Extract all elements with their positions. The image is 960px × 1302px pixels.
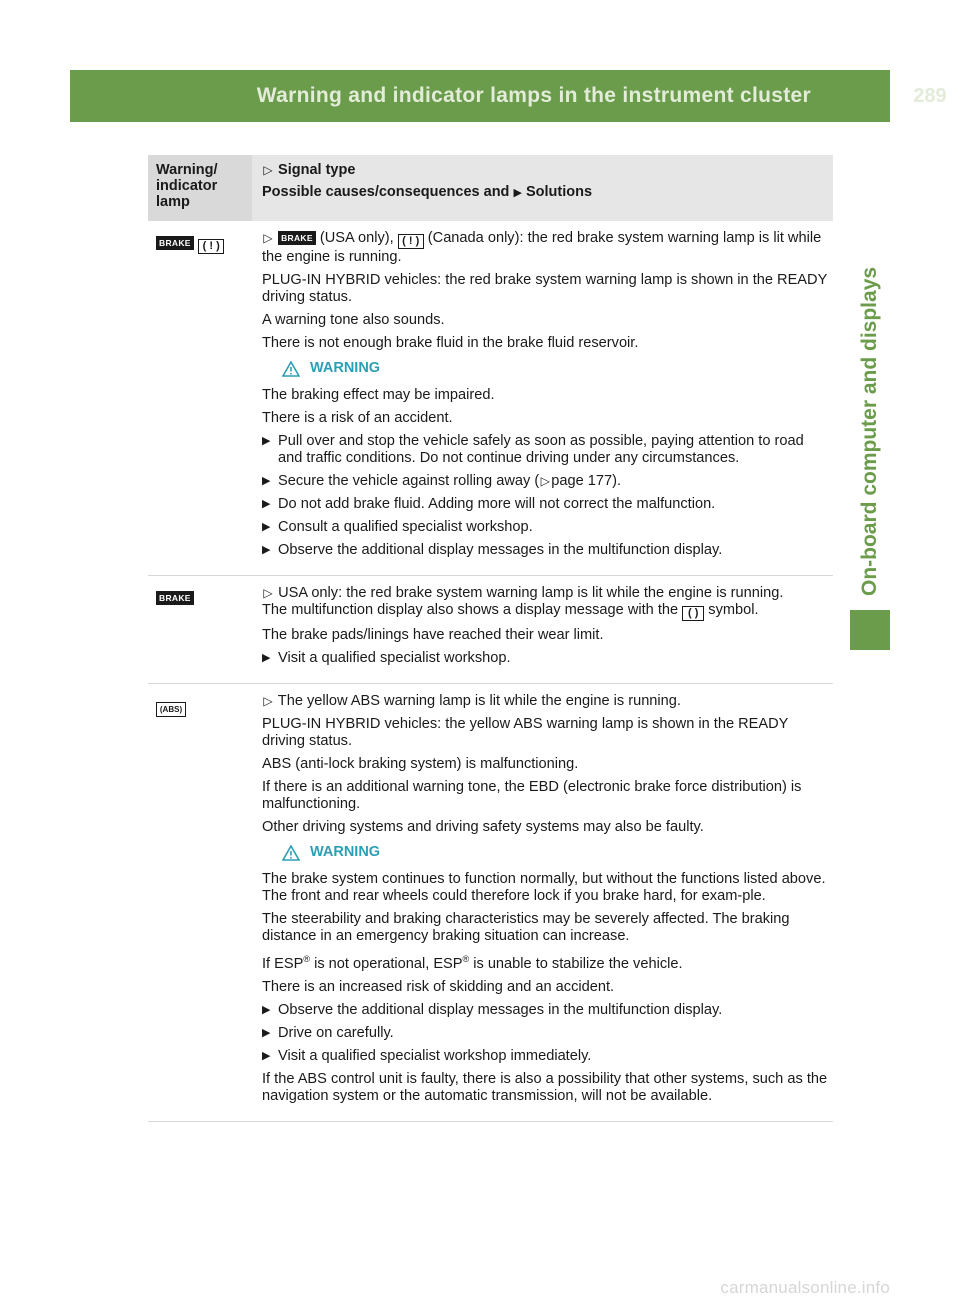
table-row bbox=[148, 576, 833, 684]
brake-icon: BRAKE bbox=[278, 231, 316, 245]
lamp-cell bbox=[148, 585, 252, 673]
arrow-icon: ▶ bbox=[262, 435, 271, 447]
arrow-icon: ▶ bbox=[262, 521, 271, 533]
arrow-icon: ▶ bbox=[262, 475, 271, 487]
description-cell: ▷ BRAKE (USA only), ( ! ) (Canada only): the red brake system warning lamp is lit while the engine is running. PLUG-IN HYBRID vehicles: the red brake system warning lamp is shown in the READY driving status. A warning tone also sounds. There is not enough brake fluid in the brake fluid reservoir. WARNING The braking effect may be impaired. There is a risk of an accident. ▶ Pull over and stop the vehicle safely as soon as possible, paying attention to road and traffic conditions. Do not continue driving under any circumstances. ▶ Secure the vehicle against rolling away (▷page 177). ▶ Do not add brake fluid. Adding more will not correct the malfunction. ▶ Consult a qualified specialist workshop. ▶ Observe the additional display messages in the multifunction display. bbox=[262, 230, 828, 558]
watermark: carmanualsonline.info bbox=[720, 1278, 890, 1297]
col-header-signal: ▷ Signal type Possible causes/consequences and ▶ Solutions bbox=[262, 162, 593, 200]
pointer-icon: ▷ bbox=[263, 231, 273, 245]
warning-triangle-icon bbox=[282, 845, 300, 861]
page-number: 289 bbox=[913, 85, 947, 107]
arrow-icon: ▶ bbox=[513, 187, 522, 199]
pointer-icon: ▷ bbox=[263, 163, 273, 177]
pointer-icon: ▷ bbox=[263, 694, 273, 708]
arrow-icon: ▶ bbox=[262, 652, 271, 664]
arrow-icon: ▶ bbox=[262, 1026, 271, 1039]
brake-circle-icon: ( ! ) bbox=[398, 234, 424, 249]
table-header bbox=[148, 155, 833, 221]
description-cell: ▷ USA only: the red brake system warning lamp is lit while the engine is running. The multifunction display also shows a display message with the ( ) symbol. The brake pads/linings have reached their wear limit. ▶ Visit a qualified specialist workshop. bbox=[262, 585, 784, 666]
warning-heading: WARNING bbox=[262, 844, 829, 861]
arrow-icon: ▶ bbox=[262, 1003, 271, 1016]
lamp-cell bbox=[148, 230, 252, 565]
table-row bbox=[148, 221, 833, 576]
brake-pad-icon: ( ) bbox=[682, 606, 704, 621]
brake-icon: BRAKE bbox=[156, 236, 194, 250]
side-tab-marker bbox=[850, 610, 890, 650]
pointer-icon: ▷ bbox=[540, 474, 550, 488]
side-tab-label: On-board computer and displays bbox=[858, 266, 881, 596]
warning-triangle-icon bbox=[282, 361, 300, 377]
pointer-icon: ▷ bbox=[263, 586, 273, 600]
brake-icon: BRAKE bbox=[156, 591, 194, 605]
header-title: Warning and indicator lamps in the instrument cluster bbox=[256, 84, 811, 107]
description-cell: ▷ The yellow ABS warning lamp is lit while the engine is running. PLUG-IN HYBRID vehicles: the yellow ABS warning lamp is shown in the READY driving status. ABS (anti-lock braking system) is malfunctioning. If there is an additional warning tone, the EBD (electronic brake force distribution) is malfunctioning. Other driving systems and driving safety systems may also be faulty. WARNING The brake system continues to function normally, but without the functions listed above. The front and rear wheels could therefore lock if you brake hard, for exam-ple. The steerability and braking characteristics may be severely affected. The braking distance in an emergency braking situation can increase. If ESP® is not operational, ESP® is unable to stabilize the vehicle. There is an increased risk of skidding and an accident. ▶ Observe the additional display messages in the multifunction display. ▶ Drive on carefully. ▶ Visit a qualified specialist workshop immediately. If the ABS control unit is faulty, there is also a possibility that other systems, such as the navigation system or the automatic transmission, will not be available. bbox=[262, 693, 828, 1104]
arrow-icon: ▶ bbox=[262, 544, 271, 556]
brake-circle-icon: ( ! ) bbox=[198, 239, 224, 254]
warning-lamp-table bbox=[148, 155, 833, 1122]
arrow-icon: ▶ bbox=[262, 498, 271, 510]
abs-icon: (ABS) bbox=[156, 702, 186, 717]
arrow-icon: ▶ bbox=[262, 1049, 271, 1062]
warning-heading: WARNING bbox=[262, 360, 829, 377]
page-header bbox=[70, 70, 947, 122]
lamp-cell bbox=[148, 693, 252, 1111]
col-header-lamp: Warning/ indicator lamp bbox=[148, 155, 252, 221]
table-row bbox=[148, 684, 833, 1122]
